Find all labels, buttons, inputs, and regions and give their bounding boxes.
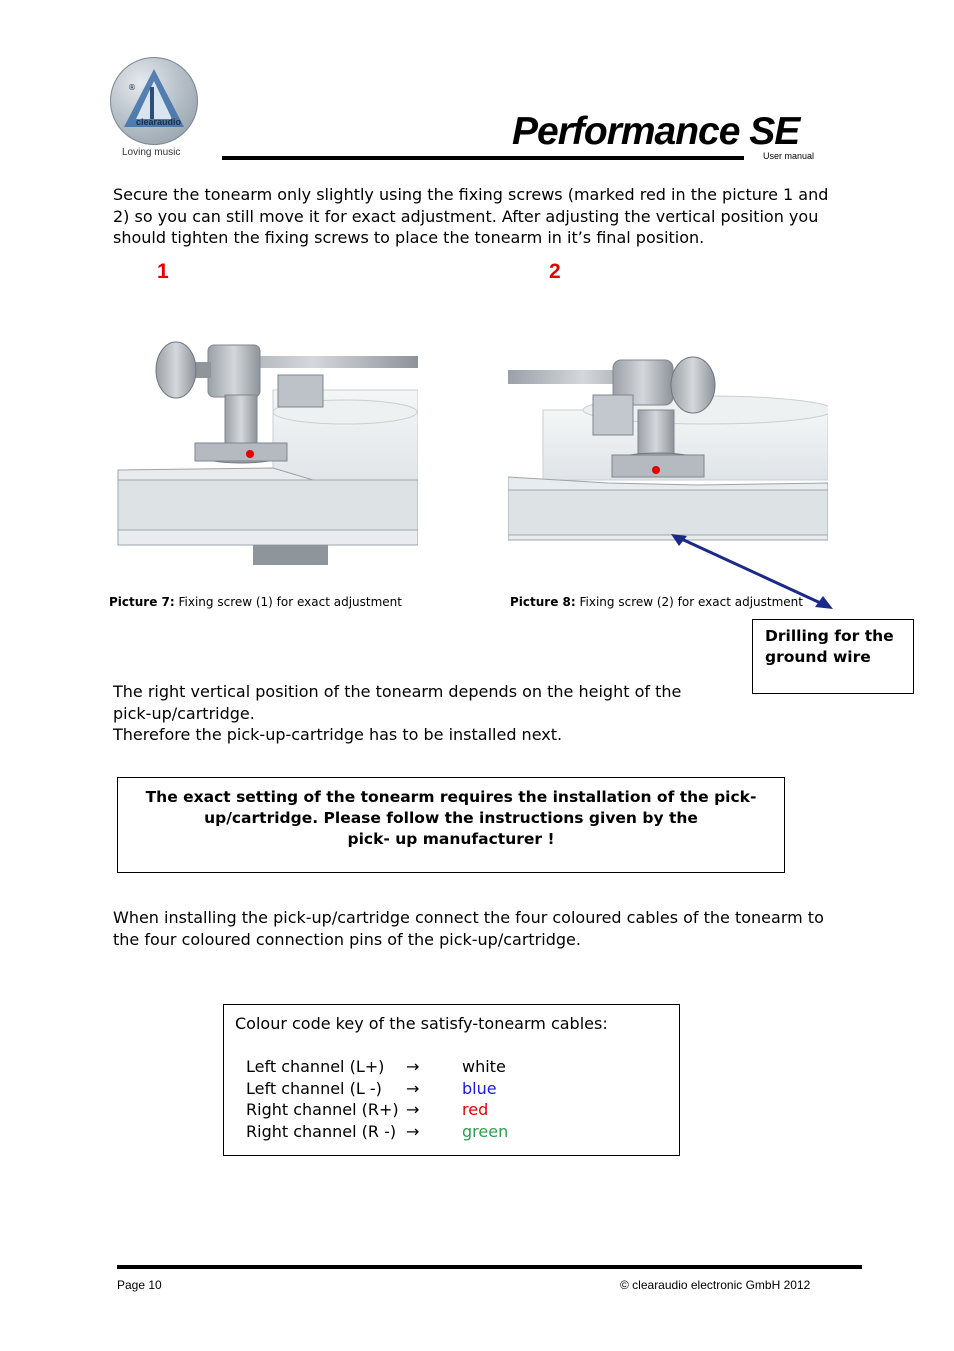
colour-key-row bbox=[235, 1056, 668, 1078]
vertical-position-paragraph bbox=[113, 681, 718, 746]
logo-tagline: Loving music bbox=[122, 147, 181, 158]
picture-2-number: 2 bbox=[549, 260, 561, 283]
colour-name-white: white bbox=[462, 1057, 506, 1076]
picture-7-caption bbox=[109, 595, 402, 609]
picture-7-tonearm-illustration bbox=[113, 330, 418, 575]
colour-name-blue: blue bbox=[462, 1078, 497, 1098]
picture-8-caption-label: Picture 8: bbox=[510, 595, 576, 609]
clearaudio-logo bbox=[110, 57, 198, 145]
vertical-position-line-2: Therefore the pick-up-cartridge has to be installed next. bbox=[113, 725, 563, 744]
header-rule bbox=[222, 156, 744, 160]
colour-code-key-box bbox=[223, 1004, 680, 1156]
notice-line-2: pick- up manufacturer ! bbox=[347, 830, 555, 848]
page-subtitle: User manual bbox=[763, 151, 815, 161]
channel-label: Right channel (R -) bbox=[246, 1121, 397, 1141]
colour-key-row bbox=[235, 1099, 668, 1121]
ground-wire-callout: Drilling for the ground wire bbox=[752, 619, 914, 694]
arrow-icon: → bbox=[406, 1057, 420, 1076]
colour-key-row bbox=[235, 1078, 668, 1100]
logo-triangle-icon bbox=[110, 57, 198, 145]
page-title: Performance SE bbox=[512, 110, 800, 153]
picture-8-caption bbox=[510, 595, 803, 609]
footer-rule bbox=[117, 1265, 862, 1269]
picture-8-caption-text: Fixing screw (2) for exact adjustment bbox=[575, 595, 803, 609]
logo-registered-mark: ® bbox=[128, 83, 136, 92]
colour-key-row bbox=[235, 1121, 668, 1143]
arrow-icon: → bbox=[406, 1100, 420, 1119]
arrow-icon: → bbox=[406, 1121, 420, 1141]
channel-label: Left channel (L+) bbox=[246, 1057, 385, 1076]
notice-line-1: The exact setting of the tonearm requires the installation of the pick-up/cartridge. Please follow the instructions given by the bbox=[145, 788, 757, 827]
picture-7-caption-text: Fixing screw (1) for exact adjustment bbox=[174, 595, 402, 609]
colour-name-red: red bbox=[462, 1100, 489, 1119]
picture-1-number: 1 bbox=[157, 260, 169, 283]
channel-label: Right channel (R+) bbox=[246, 1100, 399, 1119]
copyright: © clearaudio electronic GmbH 2012 bbox=[620, 1278, 811, 1292]
page-number: Page 10 bbox=[117, 1278, 162, 1292]
channel-label: Left channel (L -) bbox=[246, 1078, 382, 1098]
arrow-icon: → bbox=[406, 1078, 420, 1098]
colour-name-green: green bbox=[462, 1121, 509, 1141]
cartridge-notice-box bbox=[117, 777, 785, 873]
install-paragraph: When installing the pick-up/cartridge connect the four coloured cables of the tonearm to the four coloured connection pins of the pick-up/cartridge. bbox=[113, 908, 824, 949]
logo-text: clearaudio bbox=[136, 117, 182, 127]
picture-7-caption-label: Picture 7: bbox=[109, 595, 175, 609]
vertical-position-line-1: The right vertical position of the tonearm depends on the height of the pick-up/cartridge. bbox=[113, 682, 682, 723]
colour-key-heading: Colour code key of the satisfy-tonearm cables: bbox=[235, 1014, 608, 1033]
intro-paragraph: Secure the tonearm only slightly using the fixing screws (marked red in the picture 1 and 2) so you can still move it for exact adjustment. After adjusting the vertical position you should tighten the fixing screws to place the tonearm in it’s final position. bbox=[113, 185, 829, 247]
